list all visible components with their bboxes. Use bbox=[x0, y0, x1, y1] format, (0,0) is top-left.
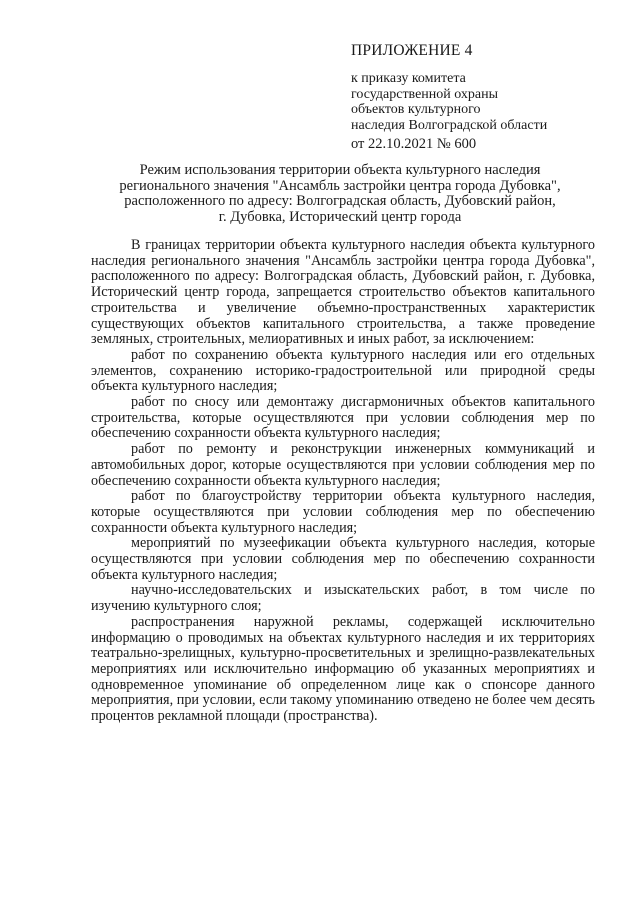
order-line: государственной охраны bbox=[351, 86, 499, 102]
body-paragraph-item: работ по сносу или демонтажу дисгармоничных объектов капитального строительства, которые осуществляются при условии соблюдения мер по обеспечению сохранности объекта культурного наследия; bbox=[91, 394, 595, 442]
document-body bbox=[91, 238, 595, 725]
order-reference bbox=[351, 71, 611, 133]
order-line: наследия Волгоградской области bbox=[351, 117, 548, 133]
body-paragraph-item: научно-исследовательских и изыскательских работ, в том числе по изучению культурного слоя; bbox=[91, 582, 595, 615]
body-paragraph-item: распространения наружной рекламы, содержащей исключительно информацию о проводимых на объектах культурного наследия и их территориях театрально-зрелищных, культурно-просветительных и зрелищно-развлекательных мероприятиях или исключительно информацию об указанных мероприятиях и одновременное упоминание об определенном лице как о спонсоре данного мероприятия, при условии, если такому упоминанию отведено не более чем десять процентов рекламной площади (пространства). bbox=[91, 613, 595, 725]
heading-line: регионального значения "Ансамбль застройки центра города Дубовка", bbox=[119, 177, 561, 194]
heading-line: Режим использования территории объекта культурного наследия bbox=[139, 162, 541, 178]
body-paragraph-item: работ по благоустройству территории объекта культурного наследия, которые осуществляются при условии соблюдения мер по обеспечению сохранности объекта культурного наследия; bbox=[91, 488, 595, 536]
heading-line: расположенного по адресу: Волгоградская область, Дубовский район, bbox=[124, 193, 556, 209]
body-paragraph-item: работ по ремонту и реконструкции инженерных коммуникаций и автомобильных дорог, которые осуществляются при условии соблюдения мер по обеспечению сохранности объекта культурного наследия; bbox=[91, 441, 595, 489]
body-paragraph-item: работ по сохранению объекта культурного наследия или его отдельных элементов, сохранению историко-градостроительной или природной среды объекта культурного наследия; bbox=[91, 346, 595, 395]
order-line: объектов культурного bbox=[351, 102, 481, 117]
body-paragraph-item: мероприятий по музеефикации объекта культурного наследия, которые осуществляются при условии соблюдения мер по обеспечению сохранности объекта культурного наследия; bbox=[91, 535, 595, 583]
appendix-title: ПРИЛОЖЕНИЕ 4 bbox=[351, 42, 473, 59]
heading-line: г. Дубовка, Исторический центр города bbox=[218, 208, 462, 225]
body-paragraph-intro: В границах территории объекта культурного наследия объекта культурного наследия регионального значения "Ансамбль застройки центра города Дубовка", расположенного по адресу: Волгоградская область, Дубовский район, г. Дубовка, Исторический центр города, запрещается строительство объектов капитального строительства и увеличение объемно-пространственных характеристик существующих объектов капитального строительства, а также проведение земляных, строительных, мелиоративных и иных работ, за исключением: bbox=[91, 237, 595, 348]
order-date: от 22.10.2021 № 600 bbox=[351, 136, 477, 152]
order-line: к приказу комитета bbox=[351, 71, 466, 86]
document-heading bbox=[90, 163, 590, 225]
